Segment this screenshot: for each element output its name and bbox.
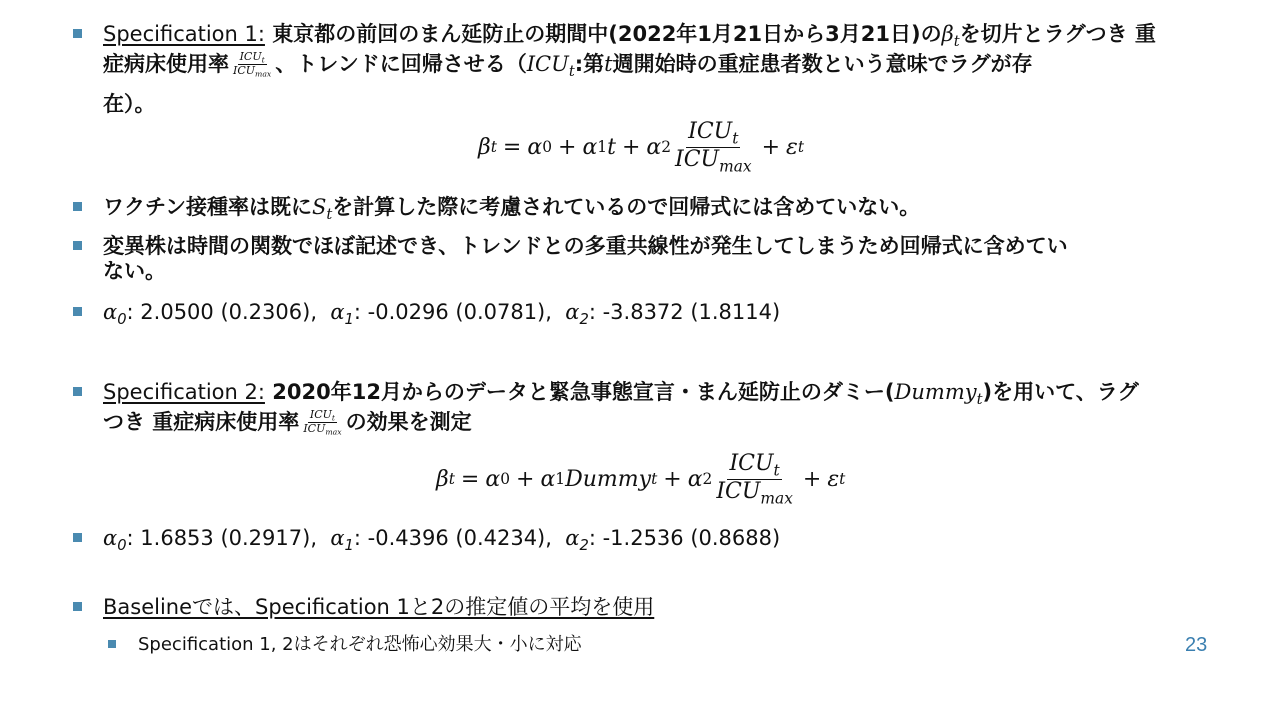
fraction-icu: $\frac{ICU_t}{ICU_{max}}$ xyxy=(233,49,272,79)
bullet-marker xyxy=(73,29,82,38)
equation-2: β t = α 0 + α 1 Dummy t + α 2 $\frac{ICU_t}{ICU_{max}}$ + ε t xyxy=(436,451,846,507)
spec1-text-1: 東京都の前回のまん延防止の期間中(2022年1月21日から3月21日)の xyxy=(272,22,942,46)
spec1-text-1b: を切片とラグつき 重 xyxy=(959,22,1156,46)
spec2-line1: Specification 2: 2020年12月からのデータと緊急事態宣言・まん延防止のダミー(Dummy$_t$)を用いて、ラグ xyxy=(103,380,1139,409)
baseline-subtext: Specification 1, 2はそれぞれ恐怖心効果大・小に対応 xyxy=(138,634,582,655)
bullet-marker xyxy=(73,202,82,211)
coefficients-spec2: $\alpha_0$: 1.6853 (0.2917), $\alpha_1$: -0.4396 (0.4234), $\alpha_2$: -1.2536 (0.8688) xyxy=(103,526,781,555)
coefficients-spec1: $\alpha_0$: 2.0500 (0.2306), $\alpha_1$: -0.0296 (0.0781), $\alpha_2$: -3.8372 (1.8114) xyxy=(103,300,781,329)
variant-line2: ない。 xyxy=(103,259,166,283)
bullet-marker xyxy=(73,241,82,250)
vaccine-line: ワクチン接種率は既に$S_t$を計算した際に考慮されているので回帰式には含めていない。 xyxy=(103,195,921,224)
spec2-line2: つき 重症病床使用率 $\frac{ICU_t}{ICU_{max}}$ の効果を測定 xyxy=(103,407,472,437)
fraction-icu: $\frac{ICU_t}{ICU_{max}}$ xyxy=(303,407,342,437)
spec1-label: Specification 1: xyxy=(103,22,265,46)
fraction-icu-large: $\frac{ICU_t}{ICU_{max}}$ xyxy=(716,451,793,507)
spec2-label: Specification 2: xyxy=(103,380,265,404)
spec1-line2: 症病床使用率 $\frac{ICU_t}{ICU_{max}}$ 、トレンドに回帰させる（$ICU_t$:第t週開始時の重症患者数という意味でラグが存 xyxy=(103,49,1033,81)
variant-line1: 変異株は時間の関数でほぼ記述でき、トレンドとの多重共線性が発生してしまうため回帰式に含めてい xyxy=(103,234,1068,258)
page-number: 23 xyxy=(1185,634,1208,656)
bullet-marker xyxy=(73,307,82,316)
spec1-line3: 在）。 xyxy=(103,92,156,116)
bullet-marker xyxy=(73,533,82,542)
sub-bullet-marker xyxy=(108,640,116,648)
equation-1: β t = α 0 + α 1 t + α 2 $\frac{ICU_t}{ICU_{max}}$ + ε t xyxy=(478,119,804,175)
bullet-marker xyxy=(73,602,82,611)
spec1-line1: Specification 1: 東京都の前回のまん延防止の期間中(2022年1月21日から3月21日)の$\beta_t$を切片とラグつき 重 xyxy=(103,22,1156,51)
baseline-text: Baselineでは、Specification 1と2の推定値の平均を使用 xyxy=(103,595,655,619)
bullet-marker xyxy=(73,387,82,396)
fraction-icu-large: $\frac{ICU_t}{ICU_{max}}$ xyxy=(675,119,752,175)
